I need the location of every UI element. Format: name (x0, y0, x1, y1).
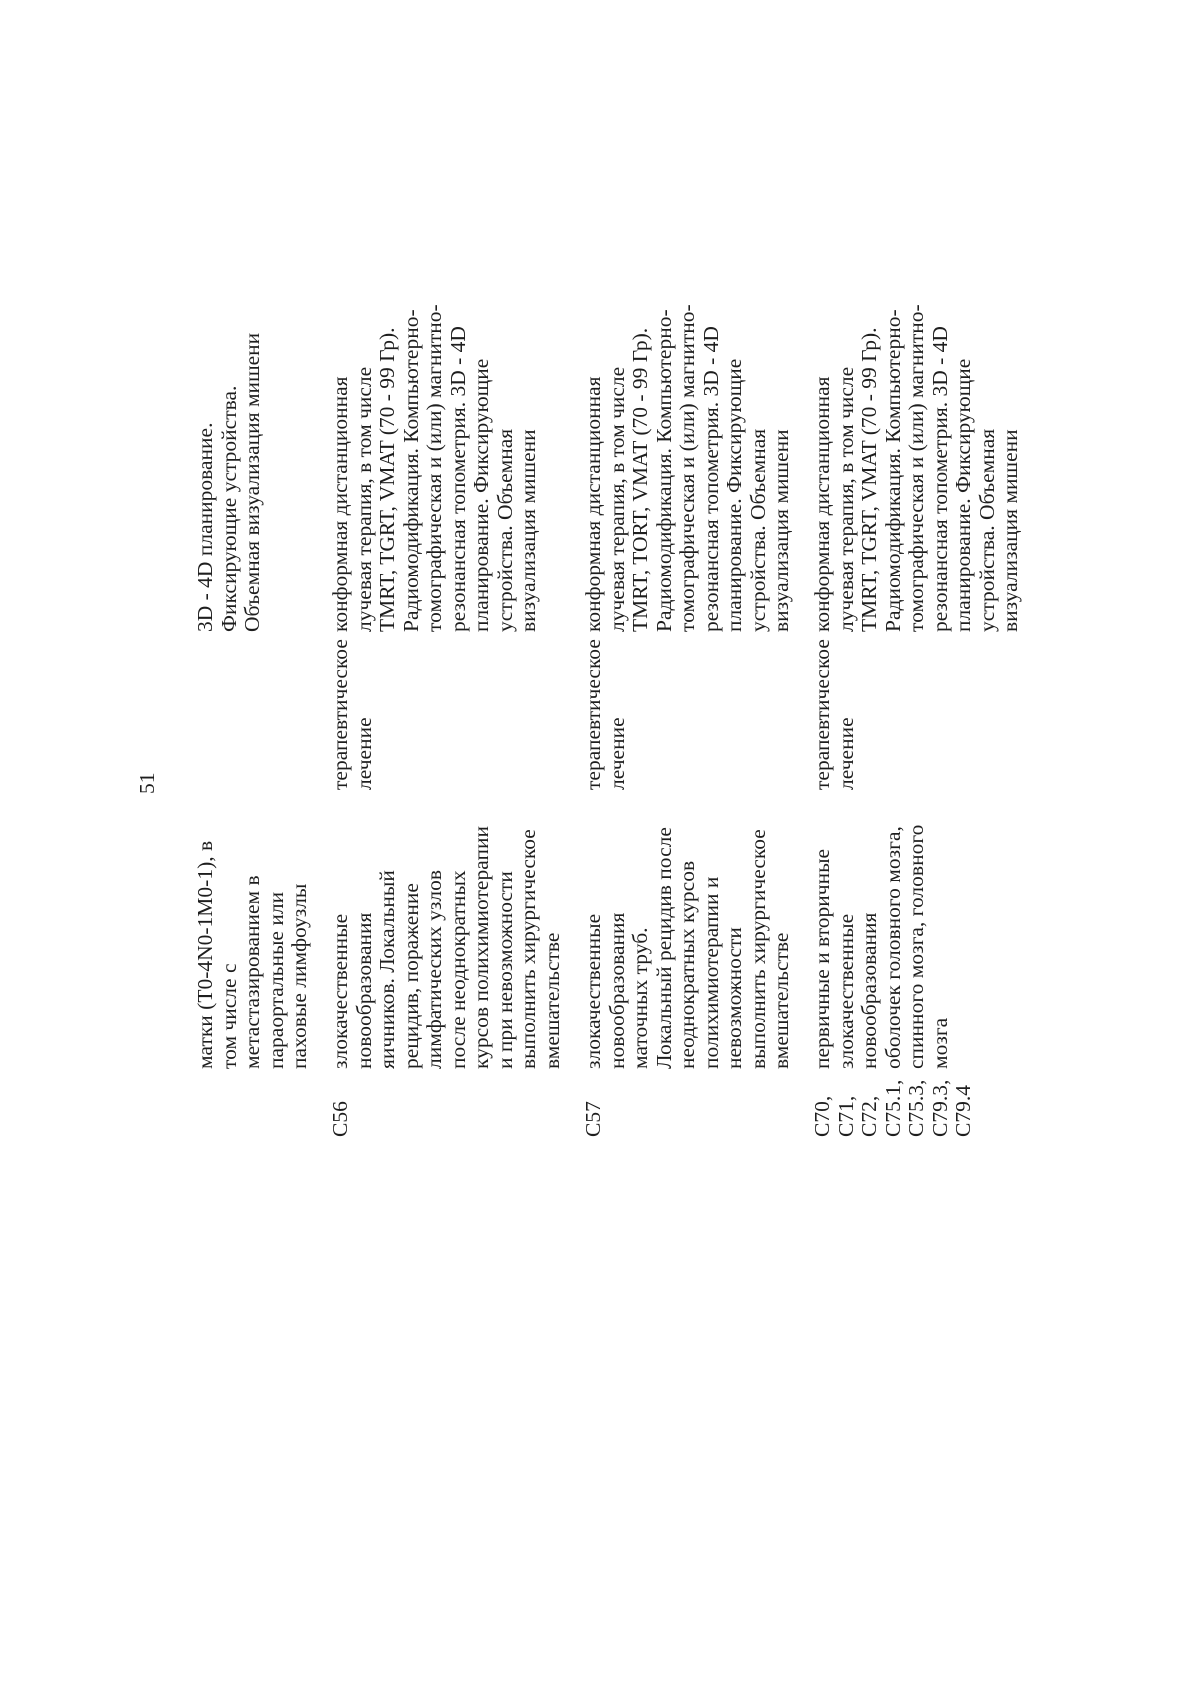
diagnosis-line: новообразования (351, 912, 376, 1069)
diagnosis-line: мозга (927, 1017, 952, 1069)
method-line: резонансная топометрия. 3D - 4D (927, 326, 952, 632)
diagnosis-line: и при невозможности (492, 871, 517, 1069)
method-line: резонансная топометрия. 3D - 4D (698, 326, 723, 632)
diagnosis-line: лимфатических узлов (422, 869, 446, 1069)
diagnosis-cell (811, 825, 952, 1069)
method-line: резонансная топометрия. 3D - 4D (445, 326, 470, 632)
method-line: конформная дистанционная (328, 376, 352, 632)
code-line: C56 (328, 1101, 352, 1137)
method-line: TMRT, TGRT, VMAT (70 - 99 Гр). (375, 327, 399, 632)
code-line: C72, (857, 1095, 881, 1137)
method-line: устройства. Объемная (492, 428, 517, 632)
diagnosis-line: выполнить хирургическое (745, 829, 770, 1069)
method-line: TMRT, TORT, VMAT (70 - 99 Гр). (628, 327, 652, 632)
method-line: TMRT, TGRT, VMAT (70 - 99 Гр). (857, 327, 881, 632)
method-line: устройства. Объемная (974, 428, 999, 632)
method-line: визуализация мишени (516, 429, 540, 632)
code-line: C79.3, (927, 1079, 952, 1137)
diagnosis-cell (194, 841, 312, 1069)
diagnosis-line: параортальные или (263, 891, 288, 1069)
treatment-line: лечение (604, 717, 629, 790)
method-line: конформная дистанционная (581, 376, 605, 632)
treatment-cell (329, 639, 376, 790)
diagnosis-line: курсов полихимиотерапии (469, 826, 493, 1069)
method-line: лучевая терапия, в том числе (351, 366, 376, 632)
table-row (811, 0, 1051, 1697)
method-cell (811, 304, 1023, 632)
diagnosis-line: Локальный рецидив после (651, 827, 676, 1069)
code-cell (811, 1080, 976, 1137)
diagnosis-line: невозможности (722, 927, 746, 1069)
method-line: конформная дистанционная (810, 376, 834, 632)
method-line: лучевая терапия, в том числе (833, 366, 858, 632)
treatment-line: терапевтическое (581, 639, 605, 790)
diagnosis-line: первичные и вторичные (810, 848, 834, 1069)
diagnosis-line: оболочек головного мозга, (880, 826, 905, 1069)
method-line: Фиксирующие устройства. (216, 385, 241, 632)
diagnosis-line: маточных труб. (628, 927, 652, 1069)
code-line: C79.4 (951, 1085, 975, 1137)
diagnosis-line: яичников. Локальный (375, 870, 399, 1069)
table-row (582, 0, 822, 1697)
treatment-line: лечение (351, 717, 376, 790)
diagnosis-cell (582, 827, 794, 1069)
table-row (329, 0, 569, 1697)
method-line: планирование. Фиксирующие (469, 358, 493, 632)
diagnosis-line: спинного мозга, головного (904, 824, 928, 1069)
code-line: C71, (833, 1095, 858, 1137)
method-cell (194, 333, 265, 632)
method-line: визуализация мишени (998, 429, 1022, 632)
method-line: Радиомодификация. Компьютерно- (398, 309, 423, 632)
diagnosis-line: злокачественные (581, 913, 605, 1069)
treatment-cell (582, 639, 629, 790)
method-line: томографическая и (или) магнитно- (904, 304, 928, 632)
diagnosis-line: матки (T0-4N0-1M0-1), в (193, 840, 217, 1069)
code-line: C57 (581, 1101, 605, 1137)
method-line: устройства. Объемная (745, 428, 770, 632)
method-line: планирование. Фиксирующие (951, 358, 975, 632)
diagnosis-line: метастазированием в (240, 875, 264, 1069)
method-line: планирование. Фиксирующие (722, 358, 746, 632)
treatment-line: терапевтическое (810, 639, 834, 790)
diagnosis-line: после неоднократных (445, 870, 470, 1069)
method-cell (582, 304, 794, 632)
method-line: томографическая и (или) магнитно- (675, 304, 699, 632)
diagnosis-line: вмешательстве (539, 932, 564, 1069)
diagnosis-line: рецидив, поражение (398, 883, 423, 1069)
treatment-cell (811, 639, 858, 790)
diagnosis-line: новообразования (604, 912, 629, 1069)
method-line: 3D - 4D планирование. (193, 422, 217, 632)
method-line: лучевая терапия, в том числе (604, 366, 629, 632)
code-cell (329, 1101, 353, 1137)
diagnosis-line: неоднократных курсов (675, 860, 699, 1069)
diagnosis-cell (329, 826, 564, 1069)
method-line: томографическая и (или) магнитно- (422, 304, 446, 632)
treatment-line: терапевтическое (328, 639, 352, 790)
method-cell (329, 304, 541, 632)
code-line: C75.1, (880, 1079, 905, 1137)
diagnosis-line: злокачественные (328, 913, 352, 1069)
method-line: Радиомодификация. Компьютерно- (880, 309, 905, 632)
diagnosis-line: выполнить хирургическое (516, 829, 540, 1069)
page-number: 51 (135, 772, 159, 794)
code-line: C75.3, (904, 1079, 928, 1137)
diagnosis-line: паховые лимфоузлы (287, 883, 311, 1069)
method-line: Радиомодификация. Компьютерно- (651, 309, 676, 632)
diagnosis-line: злокачественные (833, 913, 858, 1069)
diagnosis-line: полихимиотерапии и (698, 876, 723, 1069)
code-line: C70, (810, 1095, 834, 1137)
diagnosis-line: том числе с (216, 963, 241, 1069)
code-cell (582, 1101, 606, 1137)
method-line: Объемная визуализация мишени (240, 332, 264, 632)
method-line: визуализация мишени (769, 429, 793, 632)
diagnosis-line: вмешательстве (769, 932, 793, 1069)
treatment-line: лечение (833, 717, 858, 790)
diagnosis-line: новообразования (857, 912, 881, 1069)
